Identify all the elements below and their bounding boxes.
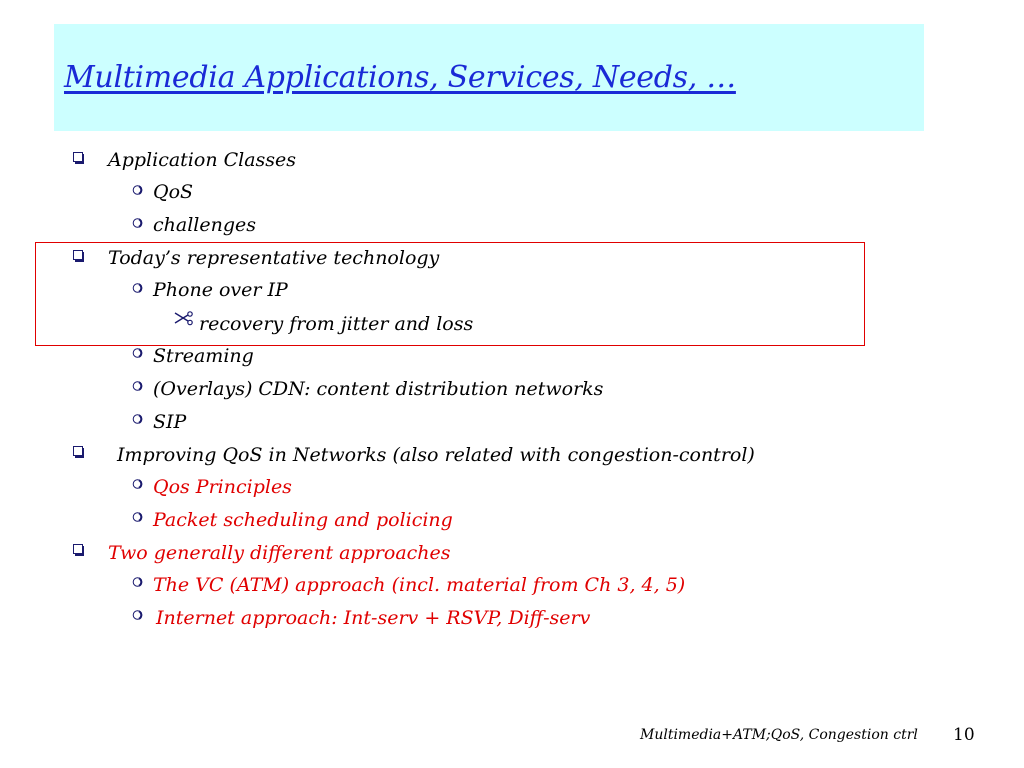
bullet-qos: QoS: [153, 181, 194, 203]
square-bullet-icon: [73, 152, 85, 164]
circle-bullet-icon: [132, 413, 144, 425]
circle-bullet-icon: [132, 380, 144, 392]
slide-footer: Multimedia+ATM;QoS, Congestion ctrl: [640, 727, 918, 743]
slide-title: Multimedia Applications, Services, Needs, …: [64, 60, 736, 95]
circle-bullet-icon: [132, 217, 144, 229]
bullet-improving-qos: Improving QoS in Networks (also related with congestion-control): [117, 444, 755, 466]
square-bullet-icon: [73, 250, 85, 262]
page-number: 10: [953, 725, 975, 745]
bullet-streaming: Streaming: [153, 345, 254, 367]
circle-bullet-icon: [132, 282, 144, 294]
bullet-vc-atm: The VC (ATM) approach (incl. material from Ch 3, 4, 5): [153, 574, 686, 596]
bullet-application-classes: Application Classes: [108, 149, 297, 171]
bullet-overlays-cdn: (Overlays) CDN: content distribution networks: [153, 378, 604, 400]
square-bullet-icon: [73, 446, 85, 458]
bullet-todays-technology: Today’s representative technology: [108, 247, 440, 269]
square-bullet-icon: [73, 544, 85, 556]
bullet-internet-approach: Internet approach: Int-serv + RSVP, Diff-serv: [156, 607, 591, 629]
scissors-bullet-icon: [174, 310, 194, 328]
circle-bullet-icon: [132, 511, 144, 523]
bullet-two-approaches: Two generally different approaches: [108, 542, 451, 564]
circle-bullet-icon: [132, 609, 144, 621]
circle-bullet-icon: [132, 347, 144, 359]
circle-bullet-icon: [132, 184, 144, 196]
circle-bullet-icon: [132, 478, 144, 490]
bullet-qos-principles: Qos Principles: [153, 476, 292, 498]
bullet-recovery: recovery from jitter and loss: [199, 313, 474, 335]
circle-bullet-icon: [132, 576, 144, 588]
bullet-packet-scheduling: Packet scheduling and policing: [153, 509, 453, 531]
bullet-challenges: challenges: [153, 214, 256, 236]
bullet-sip: SIP: [153, 411, 187, 433]
bullet-phone-over-ip: Phone over IP: [153, 279, 288, 301]
